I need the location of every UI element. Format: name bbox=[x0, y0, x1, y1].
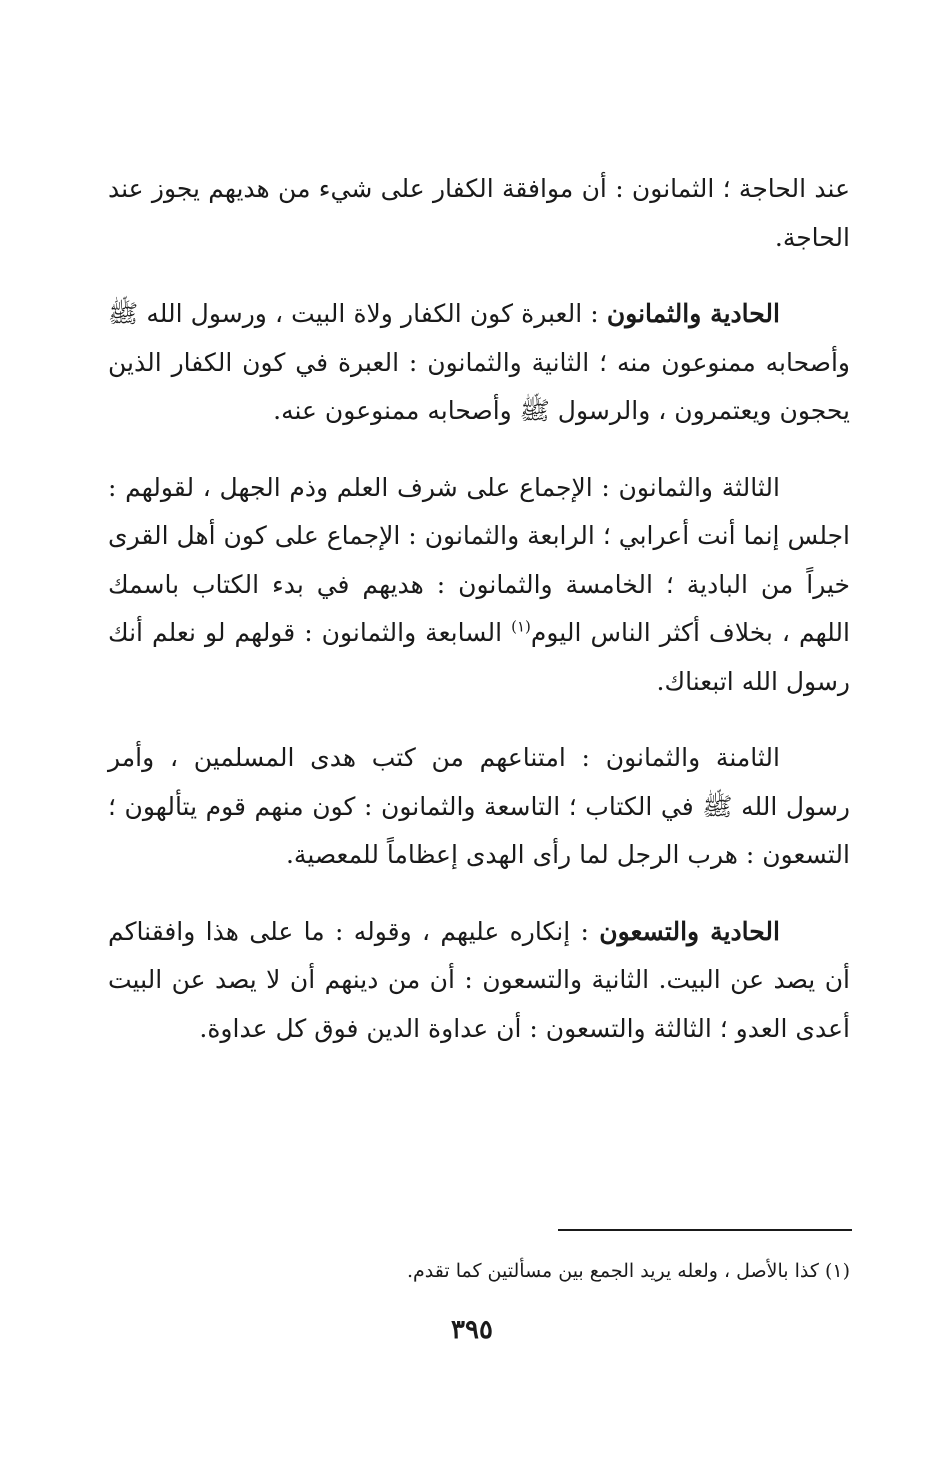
paragraph-5-text: : إنكاره عليهم ، وقوله : ما على هذا وافقناكم أن يصد عن البيت. الثانية والتسعون : أن من دينهم أن لا يصد عن البيت أعدى العدو ؛ الثالثة والتسعون : أن عداوة الدين فوق كل عداوة. bbox=[108, 916, 850, 1043]
paragraph-3-text-after: السابعة والثمانون : قولهم لو نعلم أنك رسول الله اتبعناك. bbox=[108, 618, 850, 696]
paragraph-3 bbox=[108, 464, 850, 707]
footnote-divider bbox=[558, 1229, 852, 1231]
paragraph-5 bbox=[108, 908, 850, 1054]
footnote-mark: (١) bbox=[824, 1260, 850, 1282]
paragraph-4-text: الثامنة والثمانون : امتناعهم من كتب هدى المسلمين ، وأمر رسول الله ﷺ في الكتاب ؛ التاسعة والثمانون : كون منهم قوم يتألهون ؛ التسعون : هرب الرجل لما رأى الهدى إعظاماً للمعصية. bbox=[108, 743, 850, 869]
footnote-reference: (١) bbox=[511, 617, 531, 636]
paragraph-2 bbox=[108, 290, 850, 436]
paragraph-1 bbox=[108, 165, 850, 262]
footnote-text: كذا بالأصل ، ولعله يريد الجمع بين مسألتين كما تقدم. bbox=[406, 1260, 825, 1282]
paragraph-2-text: : العبرة كون الكفار ولاة البيت ، ورسول الله ﷺ وأصحابه ممنوعون منه ؛ الثانية والثمانون : العبرة في كون الكفار الذين يحجون ويعتمرون ، والرسول ﷺ وأصحابه ممنوعون عنه. bbox=[108, 299, 850, 425]
main-text bbox=[108, 165, 850, 1081]
footnote bbox=[108, 1256, 850, 1286]
paragraph-2-heading: الحادية والثمانون bbox=[606, 299, 780, 328]
paragraph-4 bbox=[108, 734, 850, 880]
page-number: ٣٩٥ bbox=[451, 1315, 493, 1345]
paragraph-5-heading: الحادية والتسعون bbox=[599, 916, 780, 946]
paragraph-3-text-before: الثالثة والثمانون : الإجماع على شرف العلم وذم الجهل ، لقولهم : اجلس إنما أنت أعرابي ؛ الرابعة والثمانون : الإجماع على كون أهل القرى خيراً من البادية ؛ الخامسة والثمانون : هديهم في بدء الكتاب باسمك اللهم ، بخلاف أكثر الناس اليوم bbox=[108, 472, 850, 647]
paragraph-1-text: عند الحاجة ؛ الثمانون : أن موافقة الكفار على شيء من هديهم يجوز عند الحاجة. bbox=[108, 174, 850, 252]
